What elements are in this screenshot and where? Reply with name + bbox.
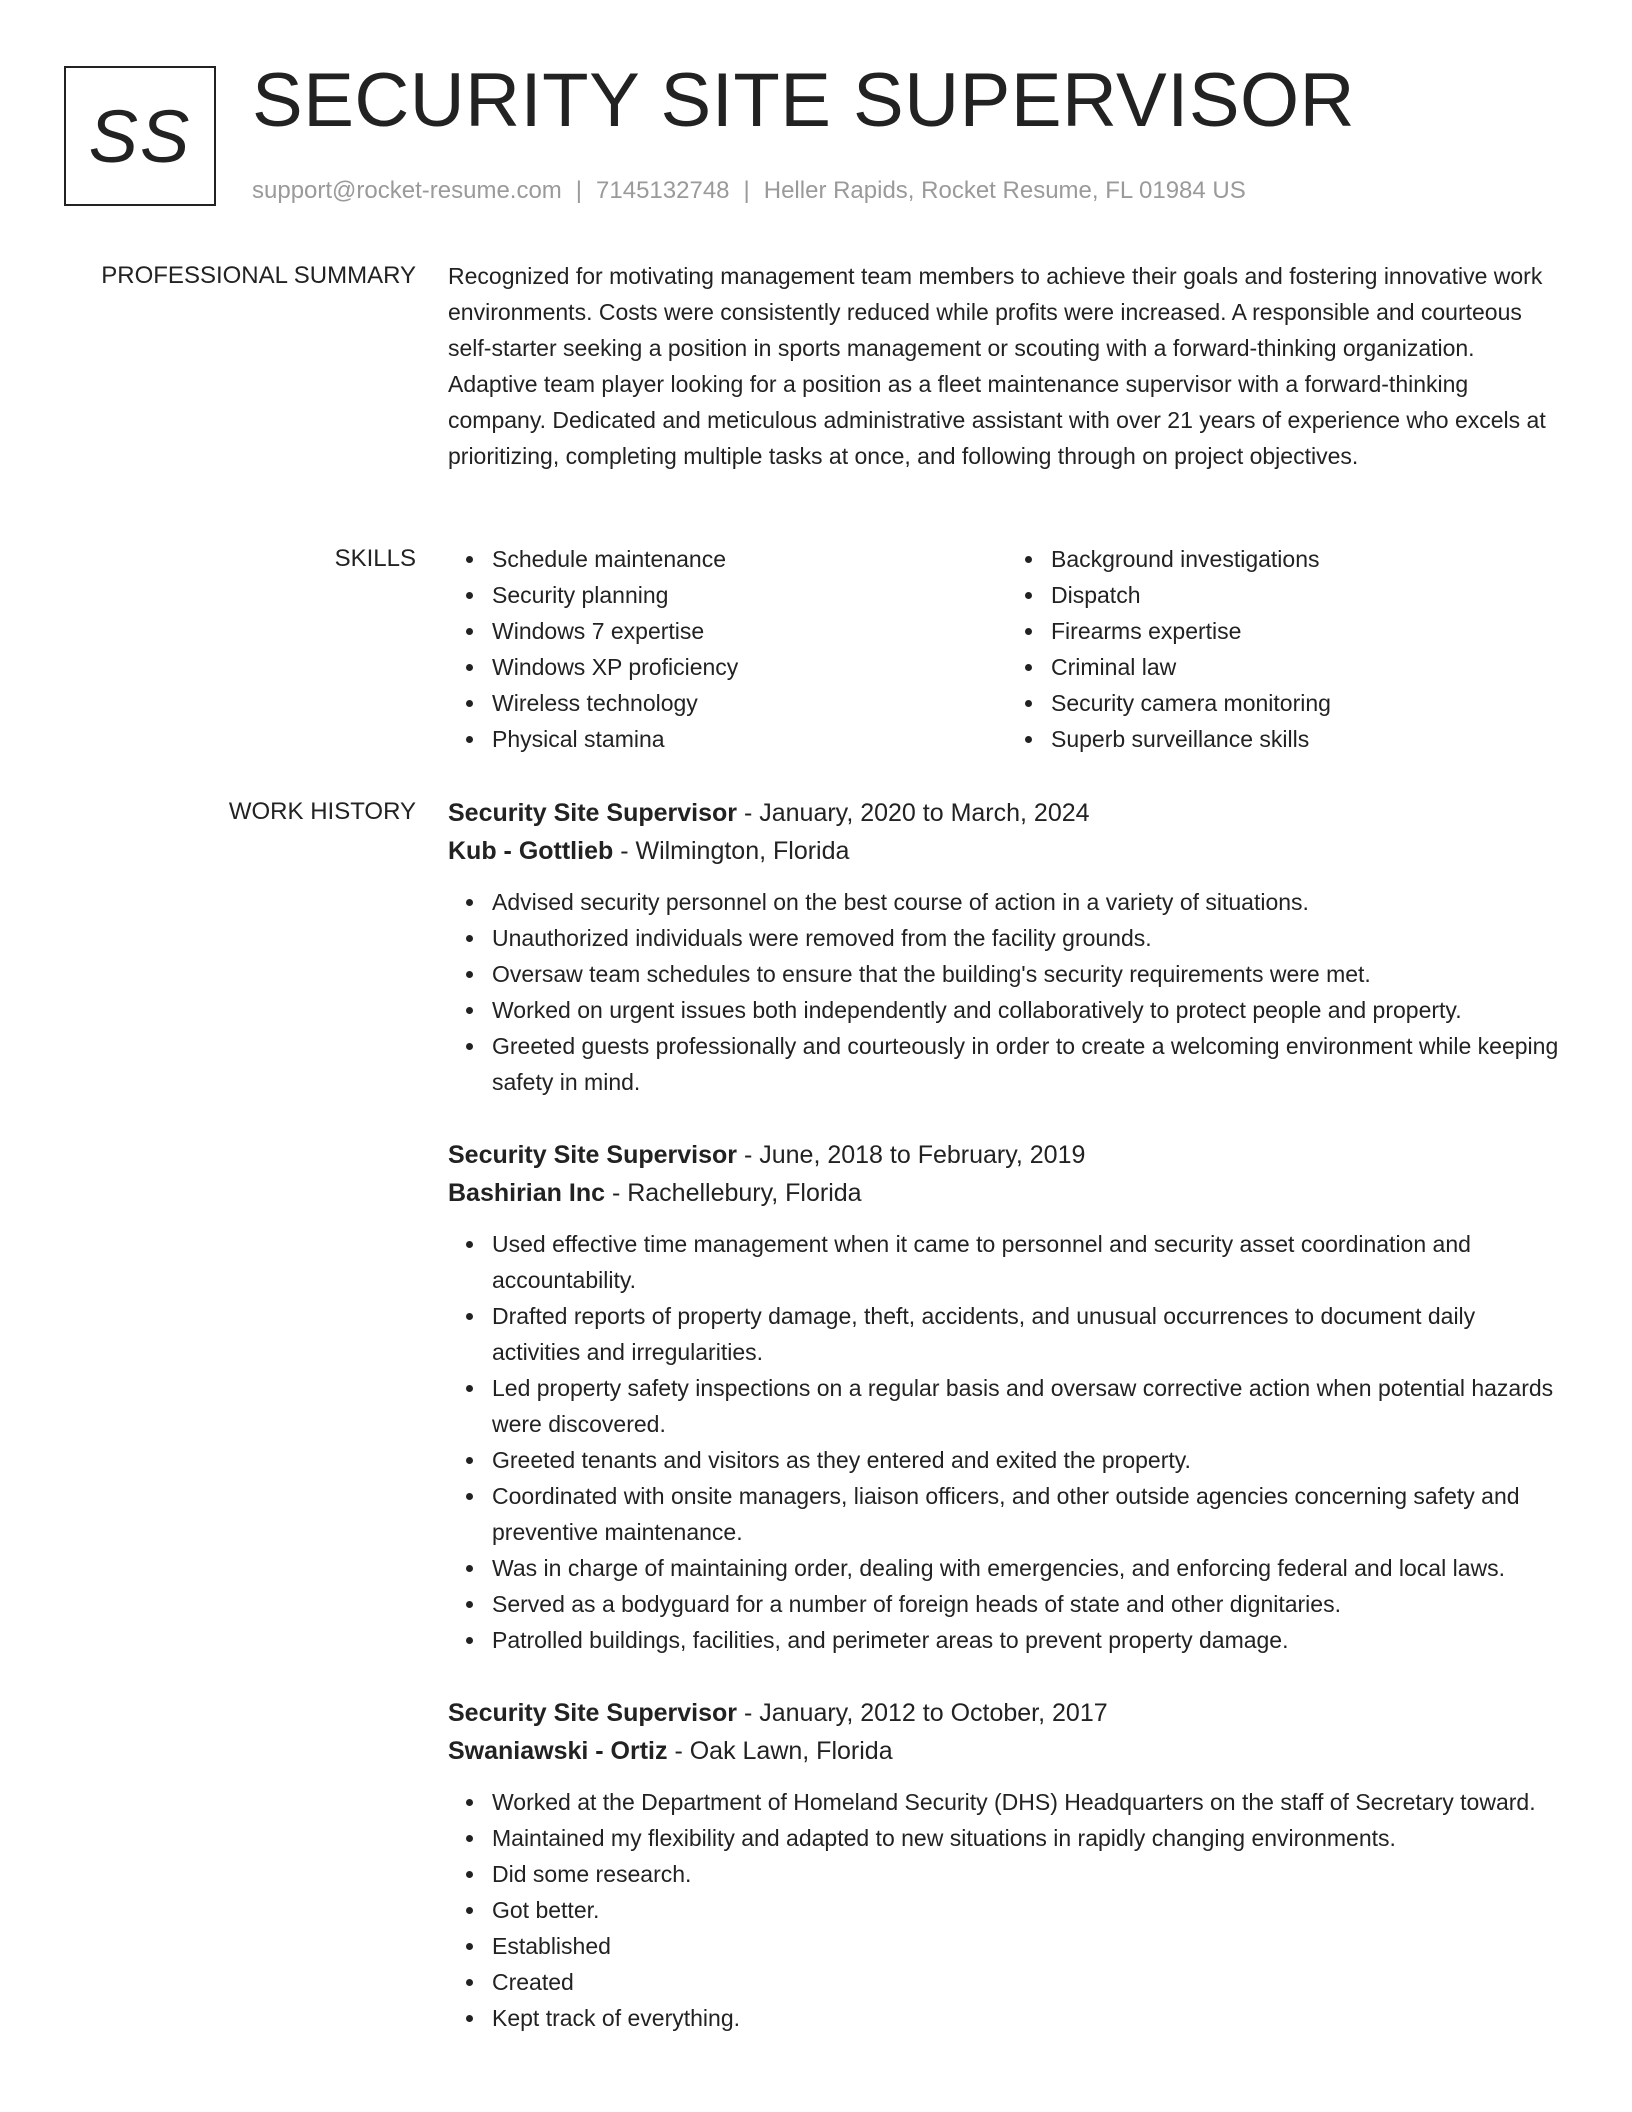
skills-list-right: [1007, 541, 1566, 757]
contact-email: support@rocket-resume.com: [252, 177, 562, 204]
job-bullet: Worked on urgent issues both independently and collaboratively to protect people and property.: [492, 992, 1566, 1028]
skill-item: Criminal law: [1051, 649, 1566, 685]
job-bullets: [448, 1226, 1566, 1658]
job-bullet: Kept track of everything.: [492, 2000, 1566, 2036]
job-company: Kub - Gottlieb: [448, 837, 614, 865]
job-bullet: Drafted reports of property damage, theft, accidents, and unusual occurrences to document daily activities and irregularities.: [492, 1298, 1566, 1370]
job-bullet: Maintained my flexibility and adapted to new situations in rapidly changing environments.: [492, 1820, 1566, 1856]
job-company-line: [448, 1732, 1566, 1770]
skill-item: Dispatch: [1051, 577, 1566, 613]
job-title: Security Site Supervisor: [448, 799, 738, 827]
job-bullet: Patrolled buildings, facilities, and perimeter areas to prevent property damage.: [492, 1622, 1566, 1658]
job-entry: [448, 794, 1566, 1100]
job-location: - Wilmington, Florida: [613, 837, 850, 865]
job-bullet: Used effective time management when it came to personnel and security asset coordination and accountability.: [492, 1226, 1566, 1298]
skills-list-left: [448, 541, 1007, 757]
job-entry: [448, 1694, 1566, 2036]
job-company-line: [448, 832, 1566, 870]
job-title-line: [448, 794, 1566, 832]
job-bullet: Greeted guests professionally and courteously in order to create a welcoming environment while keeping safety in mind.: [492, 1028, 1566, 1100]
contact-phone: 7145132748: [596, 177, 730, 204]
contact-address: Heller Rapids, Rocket Resume, FL 01984 US: [763, 177, 1246, 204]
job-bullet: Unauthorized individuals were removed from the facility grounds.: [492, 920, 1566, 956]
job-title: Security Site Supervisor: [448, 1141, 738, 1169]
skill-item: Background investigations: [1051, 541, 1566, 577]
skill-item: Firearms expertise: [1051, 613, 1566, 649]
job-dates: - January, 2020 to March, 2024: [737, 799, 1090, 827]
job-bullet: Greeted tenants and visitors as they entered and exited the property.: [492, 1442, 1566, 1478]
section-label-summary: PROFESSIONAL SUMMARY: [101, 262, 416, 289]
skill-item: Physical stamina: [492, 721, 1007, 757]
job-bullet: Did some research.: [492, 1856, 1566, 1892]
job-bullet: Established: [492, 1928, 1566, 1964]
job-bullet: Created: [492, 1964, 1566, 2000]
job-bullet: Oversaw team schedules to ensure that the building's security requirements were met.: [492, 956, 1566, 992]
resume-title: SECURITY SITE SUPERVISOR: [252, 58, 1356, 143]
job-company: Bashirian Inc: [448, 1179, 605, 1207]
job-bullet: Was in charge of maintaining order, dealing with emergencies, and enforcing federal and local laws.: [492, 1550, 1566, 1586]
job-dates: - June, 2018 to February, 2019: [737, 1141, 1086, 1169]
job-company: Swaniawski - Ortiz: [448, 1737, 668, 1765]
job-bullet: Worked at the Department of Homeland Security (DHS) Headquarters on the staff of Secretary toward.: [492, 1784, 1566, 1820]
skill-item: Windows XP proficiency: [492, 649, 1007, 685]
job-title: Security Site Supervisor: [448, 1699, 738, 1727]
summary-text: Recognized for motivating management team members to achieve their goals and fostering innovative work environments. Costs were consistently reduced while profits were increased. A responsible and courteous self-starter seeking a position in sports management or scouting with a forward-thinking organization. Adaptive team player looking for a position as a fleet maintenance supervisor with a forward-thinking company. Dedicated and meticulous administrative assistant with over 21 years of experience who excels at prioritizing, completing multiple tasks at once, and following through on project objectives.: [448, 263, 1546, 469]
contact-line: [252, 176, 1246, 206]
section-label-work-history: WORK HISTORY: [228, 798, 416, 825]
job-dates: - January, 2012 to October, 2017: [737, 1699, 1108, 1727]
skill-item: Security planning: [492, 577, 1007, 613]
job-location: - Rachellebury, Florida: [605, 1179, 862, 1207]
job-bullet: Got better.: [492, 1892, 1566, 1928]
job-bullets: [448, 1784, 1566, 2036]
skill-item: Windows 7 expertise: [492, 613, 1007, 649]
skill-item: Schedule maintenance: [492, 541, 1007, 577]
job-bullet: Advised security personnel on the best course of action in a variety of situations.: [492, 884, 1566, 920]
section-label-skills: SKILLS: [334, 545, 416, 572]
skill-item: Superb surveillance skills: [1051, 721, 1566, 757]
job-bullets: [448, 884, 1566, 1100]
job-company-line: [448, 1174, 1566, 1212]
skill-item: Security camera monitoring: [1051, 685, 1566, 721]
skill-item: Wireless technology: [492, 685, 1007, 721]
job-bullet: Led property safety inspections on a regular basis and oversaw corrective action when potential hazards were discovered.: [492, 1370, 1566, 1442]
job-entry: [448, 1136, 1566, 1658]
monogram-logo: SS: [64, 66, 216, 206]
job-bullet: Served as a bodyguard for a number of foreign heads of state and other dignitaries.: [492, 1586, 1566, 1622]
job-bullet: Coordinated with onsite managers, liaison officers, and other outside agencies concerning safety and preventive maintenance.: [492, 1478, 1566, 1550]
contact-separator: |: [575, 177, 583, 204]
job-title-line: [448, 1136, 1566, 1174]
job-title-line: [448, 1694, 1566, 1732]
skills-grid: [448, 541, 1566, 757]
contact-separator: |: [743, 177, 750, 204]
job-location: - Oak Lawn, Florida: [667, 1737, 893, 1765]
